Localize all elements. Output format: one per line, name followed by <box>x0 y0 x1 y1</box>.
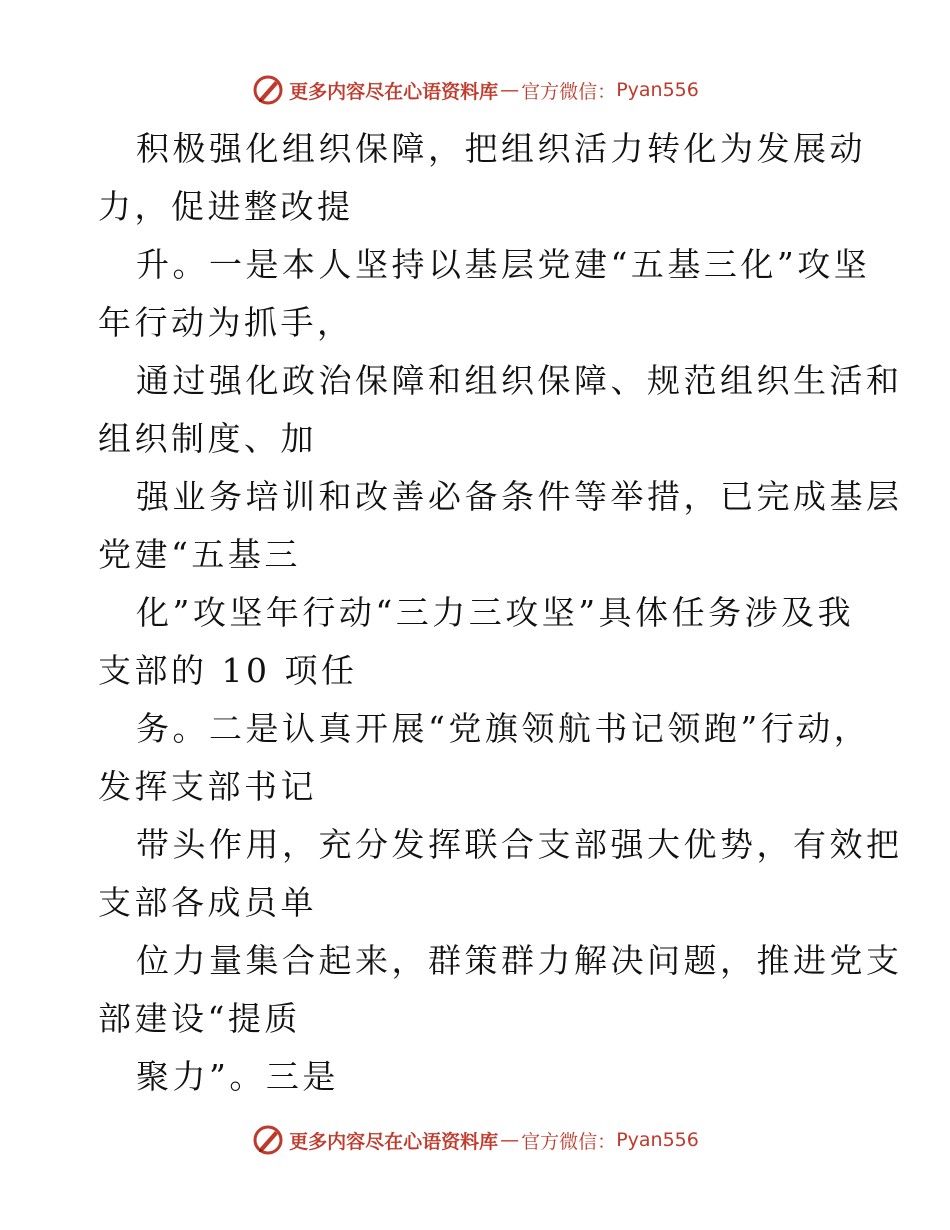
header-banner <box>0 70 950 110</box>
banner-separator: — <box>500 79 520 101</box>
body-line: 化”攻坚年行动“三力三攻坚”具体任务涉及我 <box>136 593 855 632</box>
banner-promo-text: 更多内容尽在心语资料库 <box>289 1130 499 1153</box>
body-line: 通过强化政治保障和组织保障、规范组织生活和 <box>136 361 903 400</box>
banner-wechat-label: 官方微信： <box>521 80 617 103</box>
body-line: 务。二是认真开展“党旗领航书记领跑”行动， <box>136 709 871 748</box>
body-line: 支部的 10 项任 <box>98 651 358 690</box>
body-line: 年行动为抓手， <box>98 303 354 342</box>
pen-logo-icon <box>251 73 285 107</box>
body-line: 发挥支部书记 <box>98 767 317 806</box>
body-line: 党建“五基三 <box>98 535 301 574</box>
body-line: 带头作用，充分发挥联合支部强大优势，有效把 <box>136 825 903 864</box>
body-line: 部建设“提质 <box>98 999 301 1038</box>
body-line: 积极强化组织保障，把组织活力转化为发展动 <box>136 129 866 168</box>
body-line: 强业务培训和改善必备条件等举措，已完成基层 <box>136 477 903 516</box>
banner-promo-text: 更多内容尽在心语资料库 <box>289 80 499 103</box>
body-line: 聚力”。三是 <box>136 1057 339 1096</box>
footer-banner <box>0 1120 950 1160</box>
body-line: 位力量集合起来，群策群力解决问题，推进党支 <box>136 941 903 980</box>
banner-separator: — <box>500 1129 520 1151</box>
body-line: 组织制度、加 <box>98 419 317 458</box>
body-line: 力，促进整改提 <box>98 187 354 226</box>
banner-wechat-label: 官方微信： <box>521 1130 617 1153</box>
document-body <box>98 120 903 1106</box>
banner-wechat-id: Pyan556 <box>616 79 699 101</box>
pen-logo-icon <box>251 1123 285 1157</box>
body-line: 升。一是本人坚持以基层党建“五基三化”攻坚 <box>136 245 871 284</box>
banner-wechat-id: Pyan556 <box>616 1129 699 1151</box>
body-line: 支部各成员单 <box>98 883 317 922</box>
